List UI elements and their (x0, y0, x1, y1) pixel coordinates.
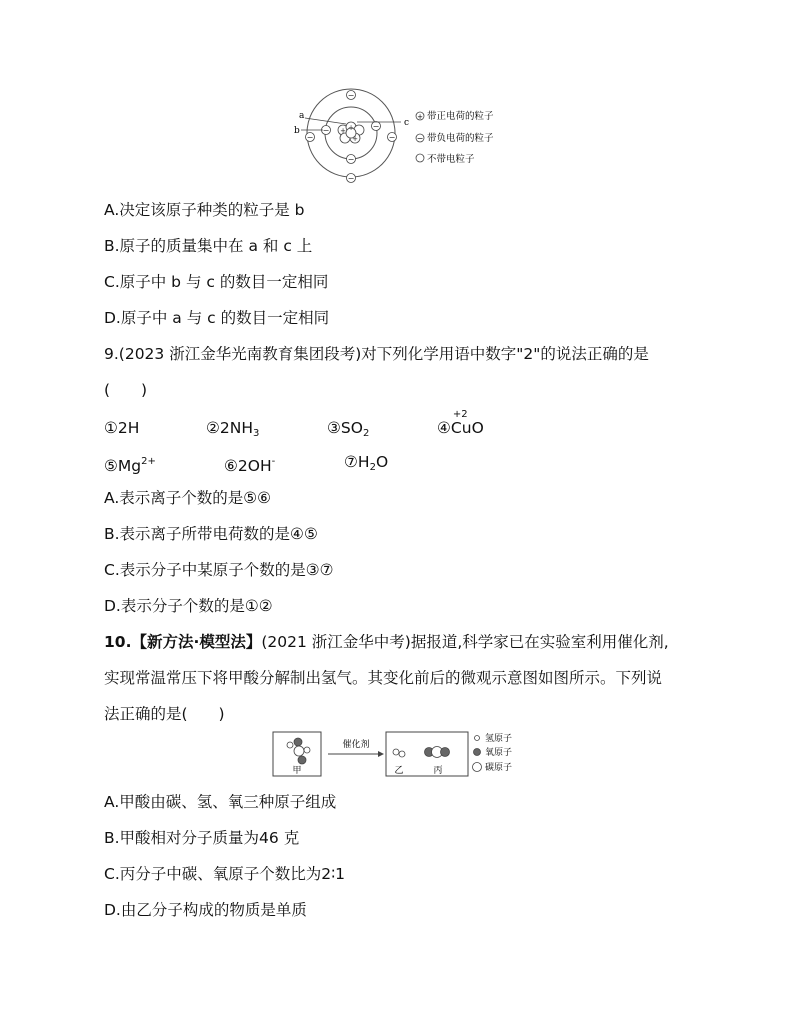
q10-number: 10. (104, 633, 132, 651)
q10-option-c: C.丙分子中碳、氧原子个数比为2∶1 (104, 865, 346, 883)
legend-negative: 带负电荷的粒子 (427, 133, 494, 144)
q8-option-d: D.原子中 a 与 c 的数目一定相同 (104, 309, 330, 327)
q10-option-b: B.甲酸相对分子质量为46 克 (104, 829, 300, 847)
label-b: b (294, 126, 300, 136)
q9-option-a: A.表示离子个数的是⑤⑥ (104, 489, 272, 507)
legend-hydrogen: 氢原子 (485, 734, 513, 744)
q10-line1 (104, 632, 669, 652)
svg-text:+: + (417, 113, 423, 121)
label-catalyst: 催化剂 (342, 740, 370, 750)
svg-text:−: − (388, 133, 396, 142)
label-c: c (404, 118, 410, 128)
svg-text:−: − (347, 155, 355, 164)
q10-option-a: A.甲酸由碳、氢、氧三种原子组成 (104, 793, 337, 811)
q10-line3: 法正确的是( ) (104, 705, 225, 723)
molecule-figure (272, 730, 527, 780)
q9-option-d: D.表示分子个数的是①② (104, 597, 273, 615)
atom-structure-figure (285, 86, 515, 190)
q9-item-7: $⑦H_2O$ (344, 453, 389, 473)
q10-line2: 实现常温常压下将甲酸分解制出氢气。其变化前后的微观示意图如图所示。下列说 (104, 669, 663, 687)
q9-paren: ( ) (104, 381, 148, 399)
svg-text:+: + (352, 135, 358, 143)
label-bing: 丙 (433, 766, 443, 776)
q10-tag: 【新方法·模型法】 (131, 633, 262, 651)
q9-item-5: $⑤Mg^{2+}$ (104, 456, 156, 475)
q9-option-c: C.表示分子中某原子个数的是③⑦ (104, 561, 334, 579)
svg-text:+: + (348, 124, 354, 132)
q8-option-a: A.决定该原子种类的粒子是 b (104, 201, 305, 219)
svg-text:−: − (347, 91, 355, 100)
q9-stem: 9.(2023 浙江金华光南教育集团段考)对下列化学用语中数字"2"的说法正确的是 (104, 345, 649, 363)
legend-neutral: 不带电粒子 (427, 154, 475, 165)
svg-text:−: − (416, 134, 424, 143)
atom-legend (416, 110, 494, 165)
legend-positive: 带正电荷的粒子 (427, 111, 494, 122)
svg-text:−: − (347, 174, 355, 183)
q10-option-d: D.由乙分子构成的物质是单质 (104, 901, 307, 919)
q9-option-b: B.表示离子所带电荷数的是④⑤ (104, 525, 318, 543)
svg-text:−: − (372, 122, 380, 131)
label-jia: 甲 (292, 766, 302, 776)
label-yi: 乙 (394, 766, 404, 776)
q9-item-4: ④ +2 CuO (437, 409, 484, 437)
q9-item-2: $②2NH_3$ (206, 419, 260, 439)
q9-item-3: $③SO_2$ (327, 419, 370, 439)
svg-text:−: − (322, 126, 330, 135)
q10-line1-rest: (2021 浙江金华中考)据报道,科学家已在实验室利用催化剂, (261, 633, 669, 651)
legend-carbon: 碳原子 (485, 763, 513, 773)
q9-item-6: ⑥2OH- (224, 456, 276, 475)
svg-text:−: − (306, 133, 314, 142)
label-a: a (299, 111, 305, 121)
q8-option-b: B.原子的质量集中在 a 和 c 上 (104, 237, 313, 255)
q8-option-c: C.原子中 b 与 c 的数目一定相同 (104, 273, 329, 291)
legend-oxygen: 氧原子 (485, 748, 513, 758)
molecule-legend (473, 732, 513, 773)
q9-item-1: ①2H (104, 419, 140, 437)
svg-text:+: + (340, 127, 346, 135)
